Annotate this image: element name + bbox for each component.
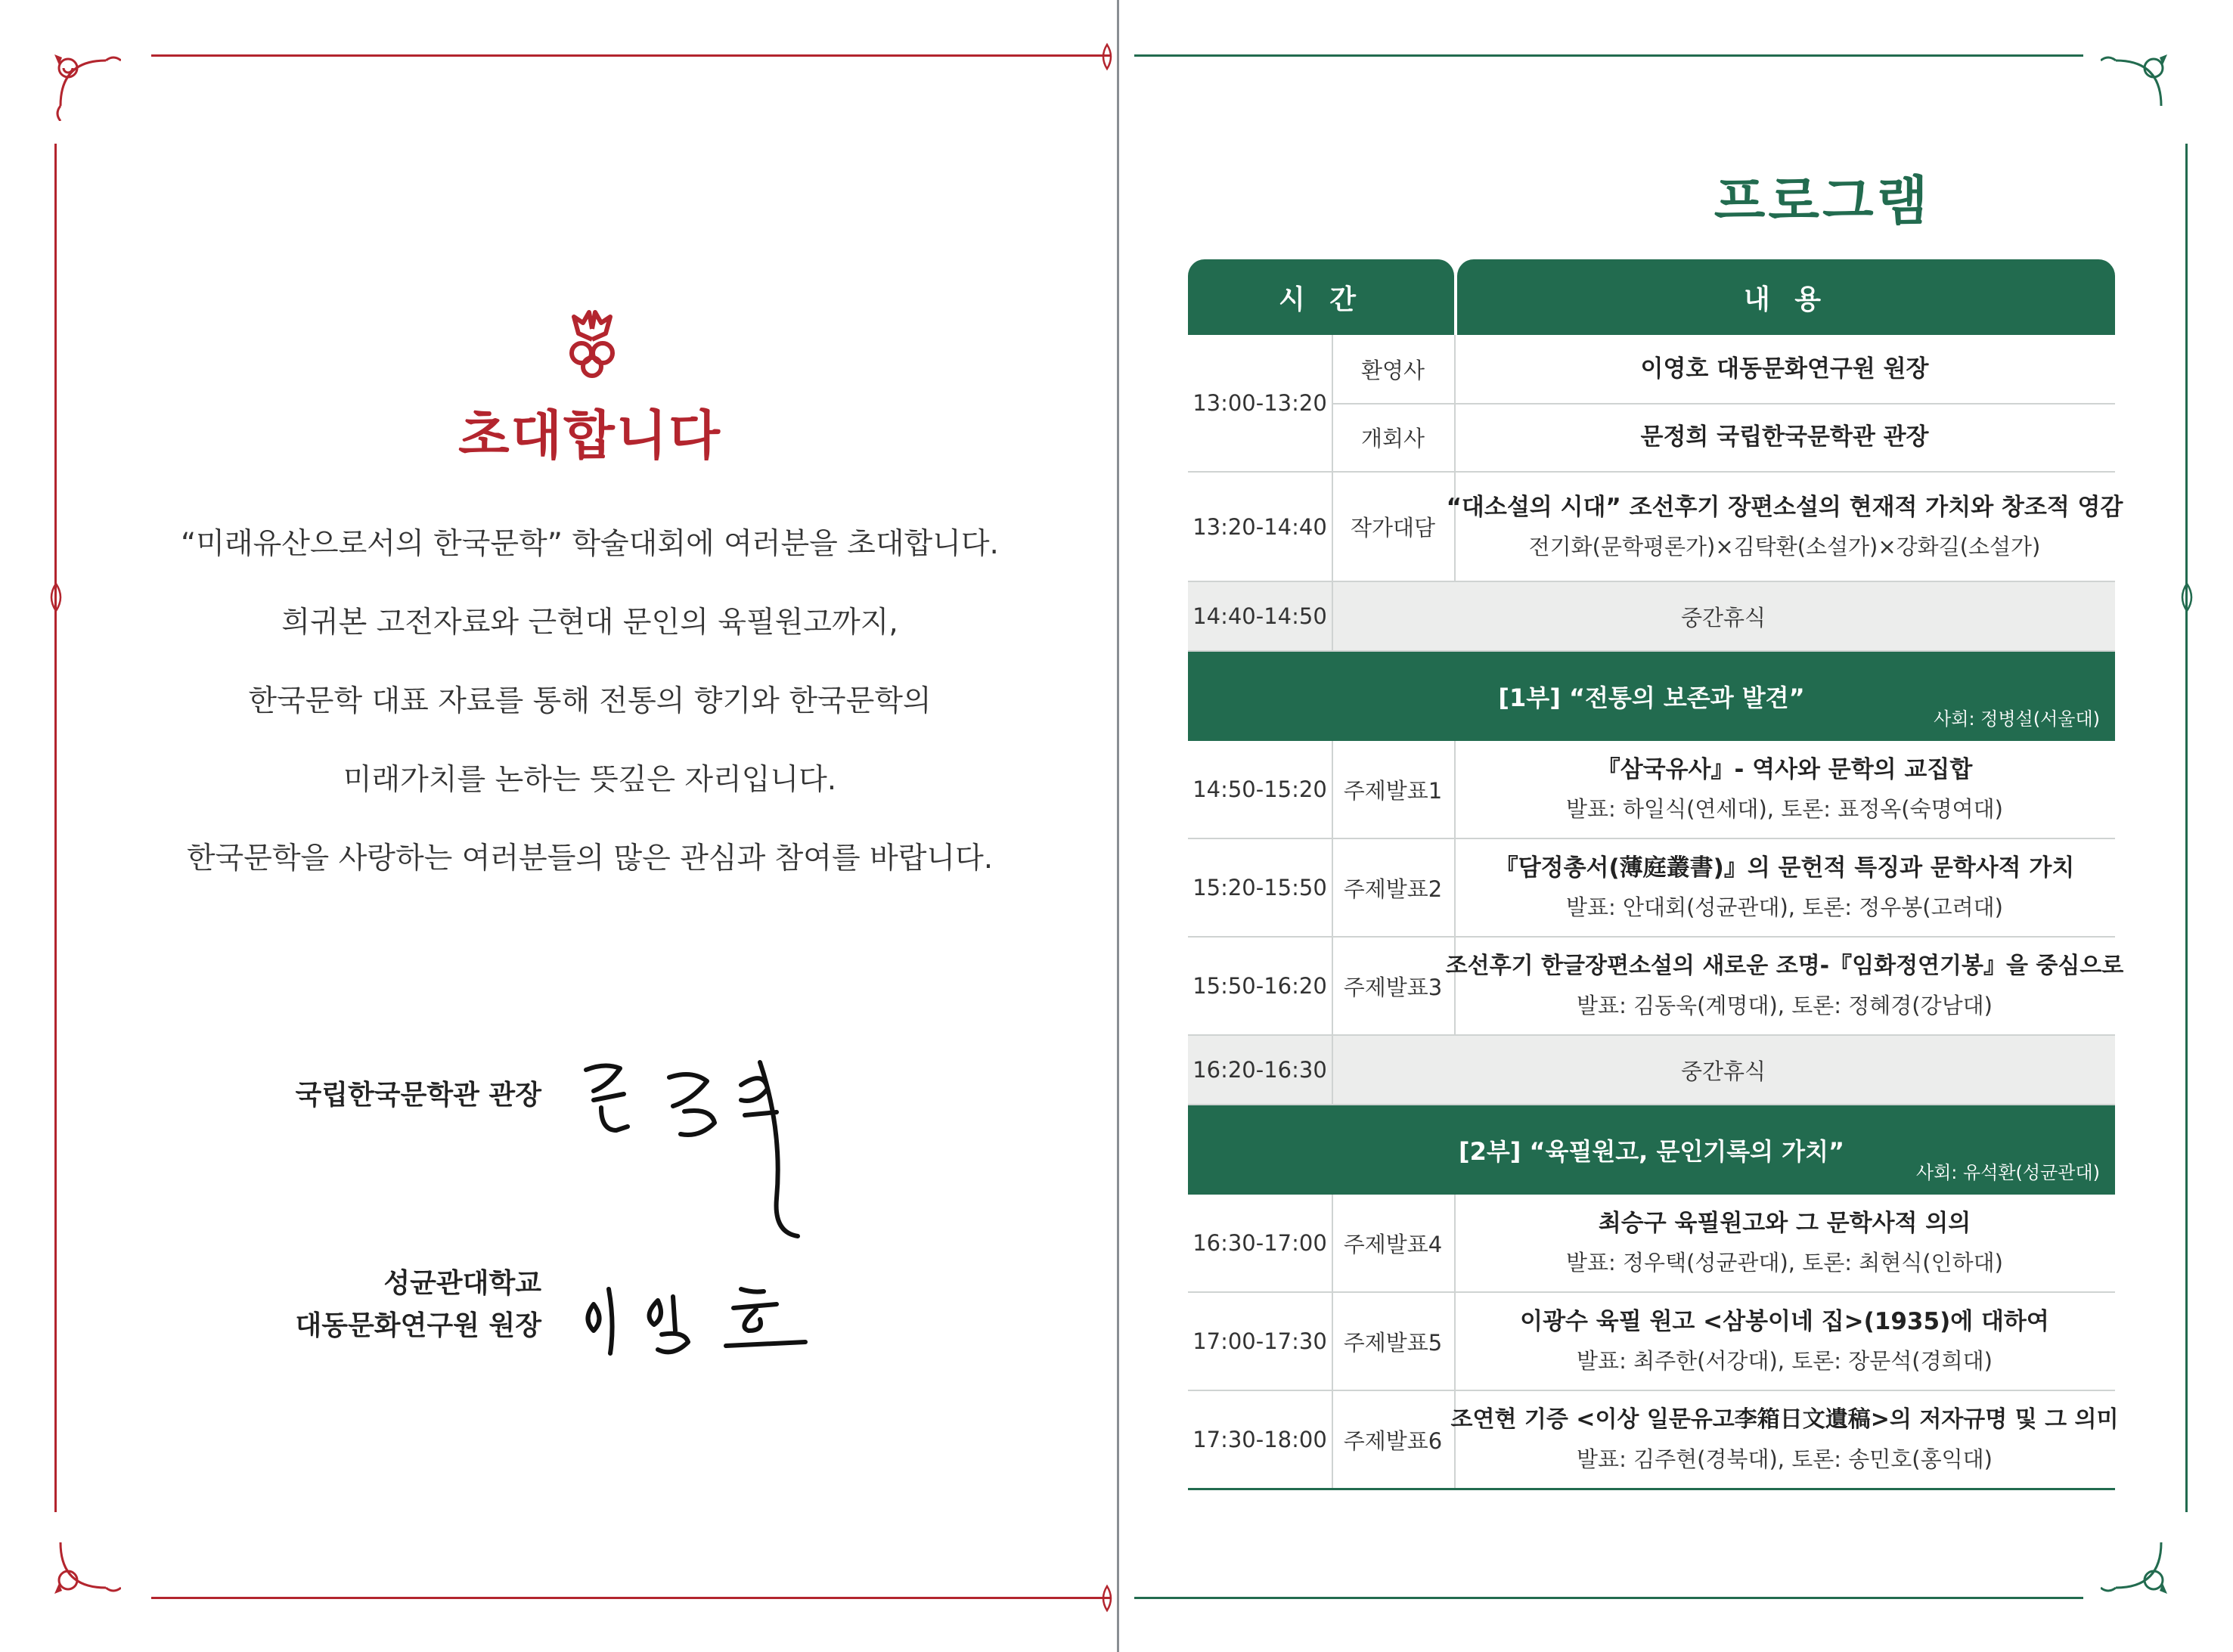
frame-bottom-line: [1134, 1597, 2083, 1599]
session-header: [1188, 652, 2115, 741]
corner-ornament-icon: [2101, 1527, 2176, 1603]
break-row: [1188, 582, 2115, 652]
content-title: 문정희 국립한국문학관 관장: [1640, 423, 1929, 451]
time-cell: 16:30-17:00: [1188, 1195, 1333, 1291]
break-label: 중간휴식: [1680, 604, 1766, 631]
content-title: 『삼국유사』- 역사와 문학의 교집합: [1596, 756, 1973, 783]
table-header: [1188, 259, 2115, 335]
invitation-line: 한국문학 대표 자료를 통해 전통의 향기와 한국문학의: [248, 684, 932, 718]
type-cell: 환영사: [1332, 335, 1456, 403]
table-row: [1188, 1293, 2115, 1391]
content-cell: [1454, 741, 2115, 838]
signature-image: [578, 1278, 828, 1361]
session-title: [2부] “육필원고, 문인기록의 가치”: [1458, 1137, 1845, 1166]
corner-ornament-icon: [2101, 45, 2176, 121]
time-cell: 16:20-16:30: [1188, 1036, 1333, 1104]
invitation-line: 한국문학을 사랑하는 여러분들의 많은 관심과 참여를 바랍니다.: [186, 841, 994, 876]
content-title: 이영호 대동문화연구원 원장: [1640, 355, 1929, 383]
type-cell: 개회사: [1332, 403, 1456, 471]
time-cell: 13:00-13:20: [1188, 335, 1333, 471]
type-cell: 주제발표5: [1332, 1293, 1456, 1390]
header-content: 내 용: [1457, 259, 2115, 335]
time-cell: 15:50-16:20: [1188, 938, 1333, 1034]
break-label: 중간휴식: [1680, 1058, 1766, 1084]
table-row: [1188, 839, 2115, 938]
invitation-line: 희귀본 고전자료와 근현대 문인의 육필원고까지,: [281, 606, 898, 640]
table-row: [1188, 938, 2124, 1036]
invitation-title: 초대합니다: [457, 404, 722, 466]
type-cell: 주제발표3: [1332, 938, 1456, 1034]
type-cell: 주제발표2: [1332, 839, 1456, 936]
content-sub: 발표: 하일식(연세대), 토론: 표정옥(숙명여대): [1566, 796, 2003, 822]
table-row: [1188, 335, 2115, 473]
content-cell: [1450, 1391, 2119, 1488]
content-cell: [1454, 839, 2115, 936]
corner-ornament-icon: [45, 1527, 121, 1603]
content-cell: [1454, 403, 2115, 471]
signer-title: 국립한국문학관 관장: [295, 1080, 541, 1111]
content-title: 조연현 기증 <이상 일문유고李箱日文遺稿>의 저자규명 및 그 의미: [1450, 1406, 2119, 1433]
time-cell: 13:20-14:40: [1188, 473, 1333, 581]
content-sub: 발표: 김주현(경북대), 토론: 송민호(홍익대): [1577, 1446, 1993, 1472]
invitation-line: “미래유산으로서의 한국문학” 학술대회에 여러분을 초대합니다.: [181, 527, 999, 561]
time-cell: 17:00-17:30: [1188, 1293, 1333, 1390]
signer-title: [295, 1263, 541, 1347]
type-cell: 주제발표1: [1332, 741, 1456, 838]
opening-subrow: [1332, 403, 2115, 471]
fold-ornament-icon: [1095, 42, 1119, 72]
program-table: [1188, 259, 2124, 1490]
time-cell: 14:40-14:50: [1188, 582, 1333, 650]
header-time: 시 간: [1188, 259, 1454, 335]
corner-ornament-icon: [45, 45, 121, 121]
type-cell: 주제발표6: [1332, 1391, 1456, 1488]
signer-title-line: 성균관대학교: [383, 1268, 541, 1299]
content-sub: 전기화(문학평론가)×김탁환(소설가)×강화길(소설가): [1528, 533, 2041, 559]
content-sub: 발표: 최주한(서강대), 토론: 장문석(경희대): [1577, 1348, 1993, 1374]
session-host: 사회: 정병설(서울대): [1934, 708, 2100, 730]
content-sub: 발표: 안대회(성균관대), 토론: 정우봉(고려대): [1566, 894, 2003, 920]
type-cell: 작가대담: [1332, 473, 1456, 581]
invitation-text: [0, 514, 1180, 907]
invitation-line: 미래가치를 논하는 뜻깊은 자리입니다.: [343, 763, 837, 797]
side-ornament-icon: [2175, 582, 2199, 612]
session-title: [1부] “전통의 보존과 발견”: [1498, 683, 1805, 712]
session-host: 사회: 유석환(성균관대): [1915, 1162, 2100, 1183]
content-title: 『담정총서(薄庭叢書)』의 문헌적 특징과 문학사적 가치: [1494, 854, 2075, 882]
break-row: [1188, 1036, 2115, 1105]
session-header: [1188, 1105, 2115, 1195]
content-cell: [1454, 1195, 2115, 1291]
content-title: 최승구 육필원고와 그 문학사적 의의: [1598, 1210, 1971, 1237]
content-cell: [1445, 938, 2124, 1034]
frame-right-line: [2185, 144, 2188, 1512]
content-title: 이광수 육필 원고 <삼봉이네 집>(1935)에 대하여: [1520, 1308, 2049, 1335]
table-row: [1188, 1391, 2119, 1490]
table-row: [1188, 1195, 2115, 1293]
table-row: [1188, 473, 2123, 582]
content-sub: 발표: 정우택(성균관대), 토론: 최현식(인하대): [1566, 1250, 2003, 1275]
content-title: “대소설의 시대” 조선후기 장편소설의 현재적 가치와 창조적 영감: [1446, 493, 2123, 521]
table-row: [1188, 741, 2115, 839]
time-cell: 14:50-15:20: [1188, 741, 1333, 838]
frame-bottom-line: [151, 1597, 1112, 1599]
content-sub: 발표: 김동욱(계명대), 토론: 정혜경(강남대): [1577, 993, 1993, 1018]
content-cell: [1446, 473, 2123, 581]
fold-ornament-icon: [1095, 1583, 1119, 1613]
opening-subrow: [1332, 335, 2115, 404]
signer-title-line: 대동문화연구원 원장: [295, 1310, 541, 1341]
frame-top-line: [151, 54, 1112, 57]
type-cell: 주제발표4: [1332, 1195, 1456, 1291]
program-title: 프로그램: [1714, 170, 1931, 232]
content-cell: [1454, 1293, 2115, 1390]
time-cell: 17:30-18:00: [1188, 1391, 1333, 1488]
frame-top-line: [1134, 54, 2083, 57]
content-cell: [1454, 335, 2115, 403]
signature-image: [578, 1047, 828, 1244]
holly-icon: [556, 306, 628, 379]
time-cell: 15:20-15:50: [1188, 839, 1333, 936]
content-title: 조선후기 한글장편소설의 새로운 조명-『임화정연기봉』을 중심으로: [1445, 953, 2124, 979]
